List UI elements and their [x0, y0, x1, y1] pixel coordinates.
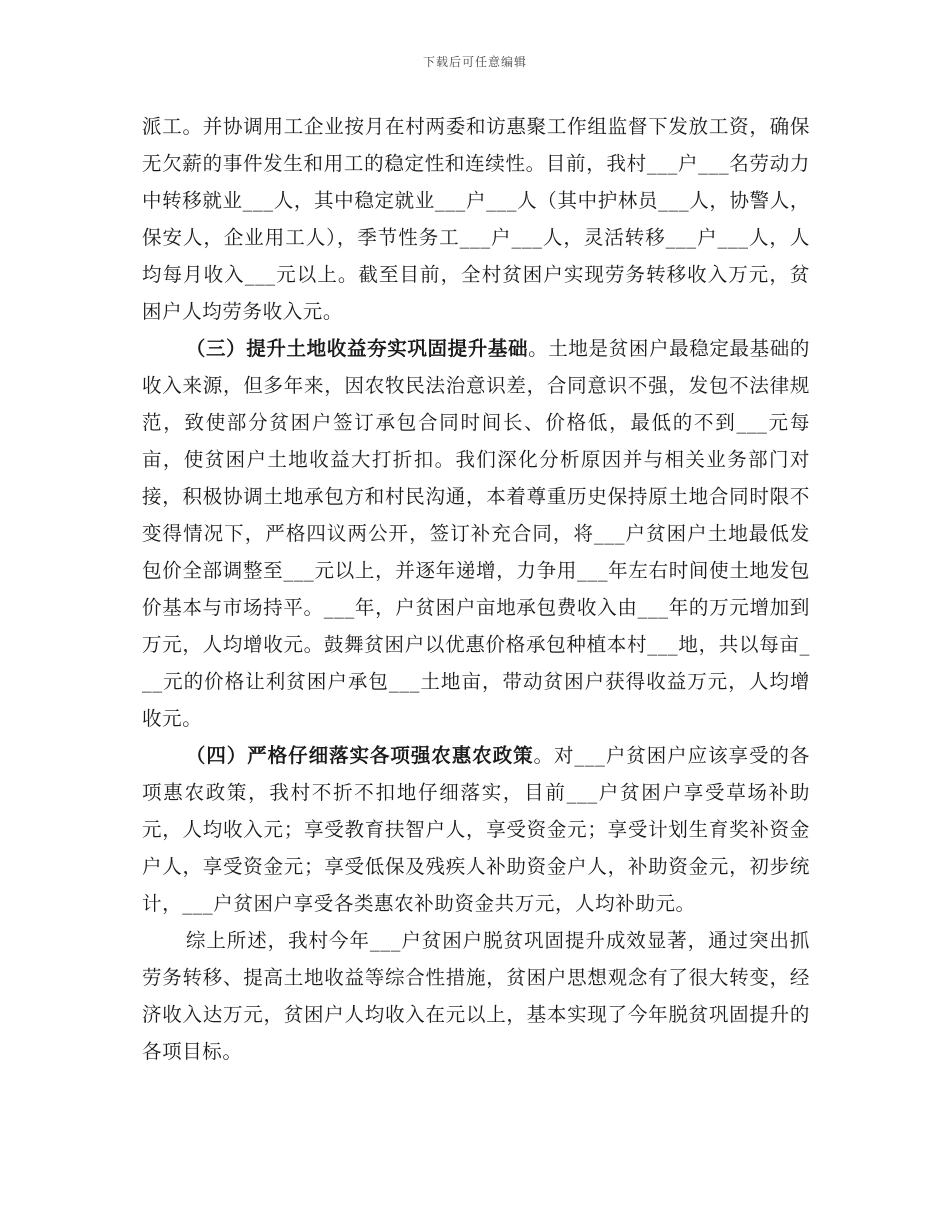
paragraph-body: 综上所述，我村今年___户贫困户脱贫巩固提升成效显著，通过突出抓劳务转移、提高土地收益等综合性措施，贫困户思想观念有了很大转变，经济收入达万元，贫困户人均收入在元以上，基本实现了今年脱贫巩固提升的各项目标。: [142, 929, 810, 1063]
page-header: 下载后可任意编辑: [422, 55, 527, 69]
section-heading-4: （四）严格仔细落实各项强农惠农政策: [185, 744, 534, 767]
paragraph-summary: [142, 922, 810, 1070]
section-heading-3: （三）提升土地收益夯实巩固提升基础: [185, 337, 529, 360]
paragraph-body: 。土地是贫困户最稳定最基础的收入来源，但多年来，因农牧民法治意识差，合同意识不强，发包不法律规范，致使部分贫困户签订承包合同时间长、价格低，最低的不到___元每亩，使贫困户土地收益大打折扣。我们深化分析原因并与相关业务部门对接，积极协调土地承包方和村民沟通，本着尊重历史保持原土地合同时限不变得情况下，严格四议两公开，签订补充合同，将___户贫困户土地最低发包价全部调整至___元以上，并逐年递增，力争用___年左右时间使土地发包价基本与市场持平。___年，户贫困户亩地承包费收入由___年的万元增加到万元，人均增收元。鼓舞贫困户以优惠价格承包种植本村___地，共以每亩___元的价格让利贫困户承包___土地亩，带动贫困户获得收益万元，人均增收元。: [142, 337, 810, 730]
document-body: [142, 108, 810, 1070]
paragraph-policy: [142, 737, 810, 922]
paragraph-body: 派工。并协调用工企业按月在村两委和访惠聚工作组监督下发放工资，确保无欠薪的事件发生和用工的稳定性和连续性。目前，我村___户___名劳动力中转移就业___人，其中稳定就业___户___人（其中护林员___人，协警人，保安人，企业用工人），季节性务工___户___人，灵活转移___户___人，人均每月收入___元以上。截至目前，全村贫困户实现劳务转移收入万元，贫困户人均劳务收入元。: [142, 115, 810, 323]
paragraph-land-income: [142, 330, 810, 737]
paragraph-labor-transfer: [142, 108, 810, 330]
paragraph-body: 。对___户贫困户应该享受的各项惠农政策，我村不折不扣地仔细落实，目前___户贫困户享受草场补助元，人均收入元；享受教育扶智户人，享受资金元；享受计划生育奖补资金户人，享受资金元；享受低保及残疾人补助资金户人，补助资金元，初步统计，___户贫困户享受各类惠农补助资金共万元，人均补助元。: [142, 744, 810, 915]
